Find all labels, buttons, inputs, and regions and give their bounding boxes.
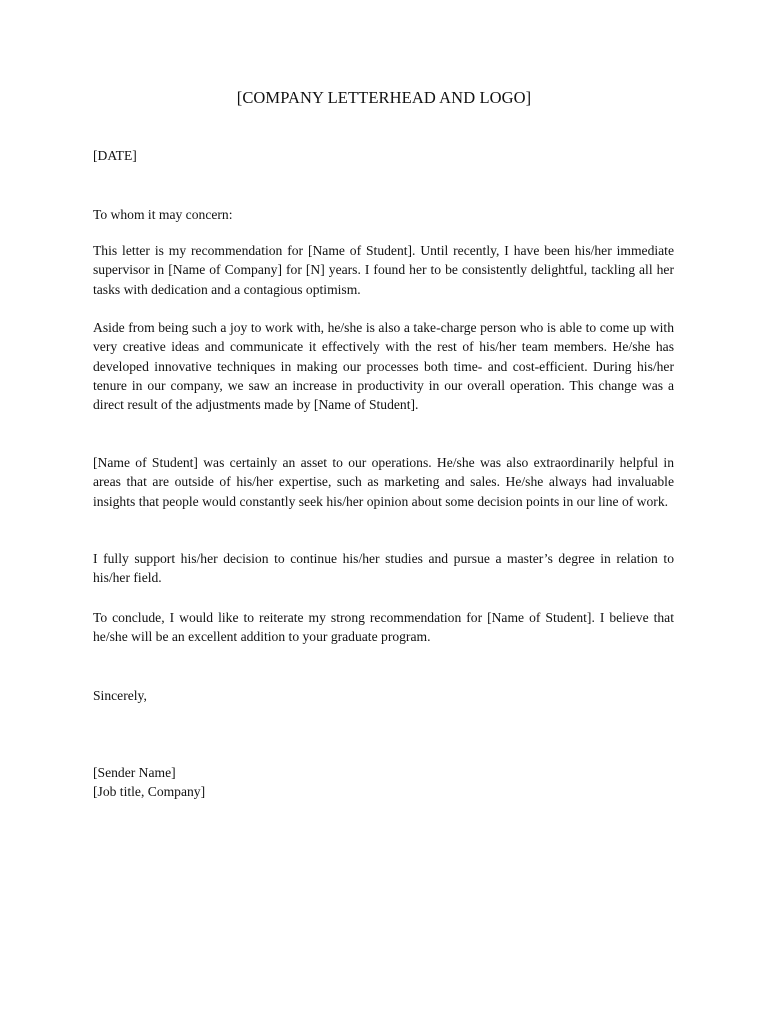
paragraph-support: I fully support his/her decision to continue his/her studies and pursue a master’s degree in relation to his/her field. <box>93 551 674 586</box>
salutation: To whom it may concern: <box>93 207 233 222</box>
letter-date: [DATE] <box>93 148 137 163</box>
paragraph-introduction: This letter is my recommendation for [Name of Student]. Until recently, I have been his/her immediate supervisor in [Name of Company] for [N] years. I found her to be consistently delightful, tackling all her tasks with dedication and a contagious optimism. <box>93 243 674 297</box>
sender-name: [Sender Name] <box>93 765 176 780</box>
company-letterhead: [COMPANY LETTERHEAD AND LOGO] <box>236 88 532 107</box>
paragraph-conclusion: To conclude, I would like to reiterate my strong recommendation for [Name of Student]. I believe that he/she will be an excellent addition to your graduate program. <box>93 610 674 645</box>
paragraph-qualities: Aside from being such a joy to work with, he/she is also a take-charge person who is able to come up with very creative ideas and communicate it effectively with the rest of his/her team members. He/she has developed innovative techniques in making our processes both time- and cost-efficient. During his/her tenure in our company, we saw an increase in productivity in our overall operation. This change was a direct result of the adjustments made by [Name of Student]. <box>93 320 674 413</box>
sender-job-title: [Job title, Company] <box>93 784 206 799</box>
paragraph-contributions: [Name of Student] was certainly an asset to our operations. He/she was also extraordinarily helpful in areas that are outside of his/her expertise, such as marketing and sales. He/she always had invaluable insights that people would constantly seek his/her opinion about some decision points in our line of work. <box>93 455 674 509</box>
closing: Sincerely, <box>93 688 147 703</box>
